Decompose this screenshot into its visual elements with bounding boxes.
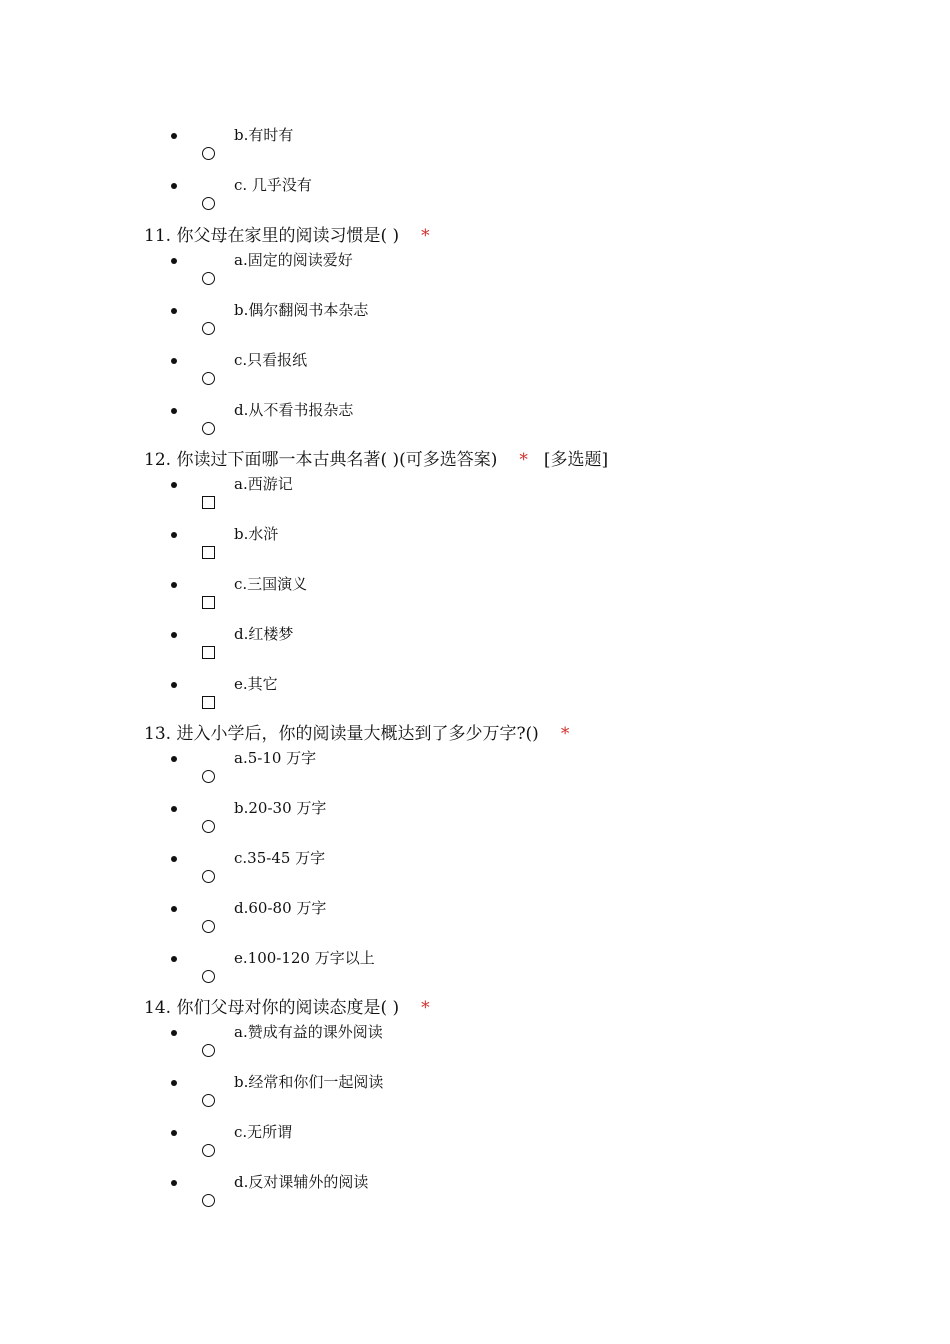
option-label: c.35-45 万字 [234, 849, 326, 867]
option-label: b.水浒 [234, 525, 279, 543]
radio-button[interactable] [202, 820, 215, 833]
option-label: e.100-120 万字以上 [234, 949, 375, 967]
list-bullet [171, 308, 177, 314]
question-title [144, 225, 430, 247]
question-text: 11. 你父母在家里的阅读习惯是( ) [144, 226, 400, 246]
list-bullet [171, 1030, 177, 1036]
radio-button[interactable] [202, 870, 215, 883]
option-14-d[interactable] [0, 1175, 950, 1225]
radio-button[interactable] [202, 920, 215, 933]
option-label: d.反对课辅外的阅读 [234, 1173, 369, 1191]
question-title [144, 449, 608, 471]
question-title [144, 997, 430, 1019]
option-label: e.其它 [234, 675, 278, 693]
list-bullet [171, 1180, 177, 1186]
option-11-b[interactable] [0, 303, 950, 353]
radio-button[interactable] [202, 272, 215, 285]
option-label: c.三国演义 [234, 575, 308, 593]
option-label: d.从不看书报杂志 [234, 401, 354, 419]
option-label: b.20-30 万字 [234, 799, 327, 817]
required-mark: * [421, 226, 430, 246]
radio-button[interactable] [202, 1094, 215, 1107]
option-13-b[interactable] [0, 801, 950, 851]
option-10-c[interactable] [0, 178, 950, 228]
radio-button[interactable] [202, 1194, 215, 1207]
option-13-c[interactable] [0, 851, 950, 901]
radio-button[interactable] [202, 1144, 215, 1157]
option-label: c. 几乎没有 [234, 176, 312, 194]
required-mark: * [560, 724, 570, 744]
list-bullet [171, 358, 177, 364]
list-bullet [171, 632, 177, 638]
option-13-a[interactable] [0, 751, 950, 801]
list-bullet [171, 806, 177, 812]
option-10-b[interactable] [0, 128, 950, 178]
list-bullet [171, 258, 177, 264]
question-text: 12. 你读过下面哪一本古典名著( )(可多选答案) [144, 450, 498, 470]
radio-button[interactable] [202, 197, 215, 210]
radio-button[interactable] [202, 770, 215, 783]
list-bullet [171, 756, 177, 762]
list-bullet [171, 183, 177, 189]
option-label: d.60-80 万字 [234, 899, 327, 917]
radio-button[interactable] [202, 322, 215, 335]
list-bullet [171, 1080, 177, 1086]
list-bullet [171, 1130, 177, 1136]
radio-button[interactable] [202, 1044, 215, 1057]
option-label: a.5-10 万字 [234, 749, 317, 767]
radio-button[interactable] [202, 422, 215, 435]
option-label: b.有时有 [234, 126, 294, 144]
radio-button[interactable] [202, 147, 215, 160]
option-label: b.经常和你们一起阅读 [234, 1073, 384, 1091]
list-bullet [171, 956, 177, 962]
option-11-d[interactable] [0, 403, 950, 453]
question-text: 14. 你们父母对你的阅读态度是( ) [144, 998, 400, 1018]
option-11-c[interactable] [0, 353, 950, 403]
question-text: 13. 进入小学后，你的阅读量大概达到了多少万字?() [144, 724, 539, 744]
list-bullet [171, 682, 177, 688]
option-14-a[interactable] [0, 1025, 950, 1075]
checkbox[interactable] [202, 496, 215, 509]
option-14-b[interactable] [0, 1075, 950, 1125]
option-label: c.无所谓 [234, 1123, 293, 1141]
option-label: a.固定的阅读爱好 [234, 251, 353, 269]
checkbox[interactable] [202, 546, 215, 559]
required-mark: * [519, 450, 528, 470]
checkbox[interactable] [202, 646, 215, 659]
list-bullet [171, 482, 177, 488]
option-label: d.红楼梦 [234, 625, 294, 643]
radio-button[interactable] [202, 372, 215, 385]
option-12-e[interactable] [0, 677, 950, 727]
option-label: c.只看报纸 [234, 351, 308, 369]
option-label: a.赞成有益的课外阅读 [234, 1023, 383, 1041]
checkbox[interactable] [202, 696, 215, 709]
radio-button[interactable] [202, 970, 215, 983]
required-mark: * [421, 998, 430, 1018]
option-12-a[interactable] [0, 477, 950, 527]
option-label: a.西游记 [234, 475, 293, 493]
option-13-e[interactable] [0, 951, 950, 1001]
option-14-c[interactable] [0, 1125, 950, 1175]
list-bullet [171, 906, 177, 912]
list-bullet [171, 532, 177, 538]
list-bullet [171, 582, 177, 588]
list-bullet [171, 856, 177, 862]
option-12-b[interactable] [0, 527, 950, 577]
option-11-a[interactable] [0, 253, 950, 303]
option-12-c[interactable] [0, 577, 950, 627]
checkbox[interactable] [202, 596, 215, 609]
option-12-d[interactable] [0, 627, 950, 677]
question-title [144, 723, 569, 745]
option-13-d[interactable] [0, 901, 950, 951]
list-bullet [171, 133, 177, 139]
list-bullet [171, 408, 177, 414]
option-label: b.偶尔翻阅书本杂志 [234, 301, 369, 319]
question-type-tag: [多选题] [543, 450, 609, 470]
